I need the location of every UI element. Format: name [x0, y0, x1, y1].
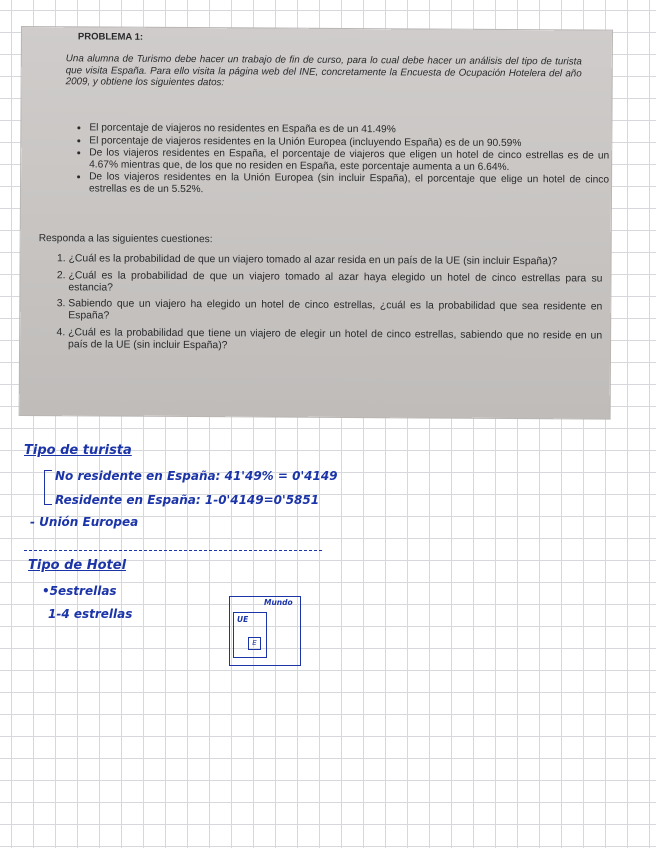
note-five-stars: •5estrellas	[42, 584, 117, 598]
data-bullets	[63, 122, 609, 199]
venn-world-label: Mundo	[264, 598, 293, 607]
venn-eu-label: UE	[237, 615, 249, 624]
problem-title: PROBLEMA 1:	[77, 31, 144, 43]
bullet-item: • El porcentaje de viajeros residentes en la Unión Europea (incluyendo España) es de un 90.59%	[89, 135, 609, 150]
questions-list	[40, 253, 603, 359]
bullet-item: • El porcentaje de viajeros no residentes en España es de un 41.49%	[89, 122, 609, 137]
question-item: 1. ¿Cuál es la probabilidad de que un viajero tomado al azar resida en un país de la UE (sin incluir España)?	[69, 253, 603, 268]
venn-spain-box: E	[248, 637, 261, 650]
question-item: 2. ¿Cuál es la probabilidad de que un viajero tomado al azar haya elegido un hotel de cinco estrellas para su estancia?	[68, 270, 602, 297]
note-heading-tourist-type: Tipo de turista	[24, 443, 132, 458]
note-heading-hotel-type: Tipo de Hotel	[28, 558, 127, 573]
problem-intro: Una alumna de Turismo debe hacer un trabajo de fin de curso, para lo cual debe hacer un análisis del tipo de turista que visita España. Para ello visita la página web del INE, concretamente la Encuesta de Ocupación Hotelera del año 2009, y obtiene los siguientes datos:	[65, 53, 582, 89]
bullet-item: • De los viajeros residentes en España, el porcentaje de viajeros que eligen un hotel de cinco estrellas es de un 4.67% mientras que, de los que no residen en España, este porcentaje aumenta a un 6.64%.	[89, 148, 609, 174]
note-eu: - Unión Europea	[30, 515, 139, 529]
bullet-item: • De los viajeros residentes en la Unión Europea (sin incluir España), el porcentaje que elige un hotel de cinco estrellas es de un 5.52%.	[89, 172, 609, 198]
questions-prompt: Responda a las siguientes cuestiones:	[38, 233, 213, 246]
problem-photo	[20, 27, 612, 419]
note-non-resident: No residente en España: 41'49% = 0'4149	[55, 469, 338, 483]
bracket-mark	[44, 470, 52, 505]
note-one-to-four-stars: 1-4 estrellas	[48, 607, 133, 621]
note-resident: Residente en España: 1-0'4149=0'5851	[55, 493, 320, 507]
question-item: 3. Sabiendo que un viajero ha elegido un hotel de cinco estrellas, ¿cuál es la probabilidad que sea residente en España?	[68, 299, 602, 326]
question-item: 4. ¿Cuál es la probabilidad que tiene un viajero de elegir un hotel de cinco estrellas, sabiendo que no reside en un país de la UE (sin incluir España)?	[68, 327, 602, 354]
dashed-separator	[24, 550, 322, 551]
